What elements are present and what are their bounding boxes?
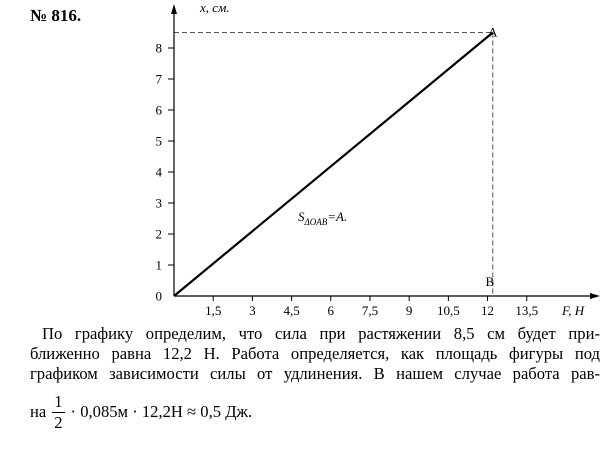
x-tick-label: 1,5 <box>205 303 222 318</box>
axes <box>171 4 600 299</box>
origin-label: 0 <box>155 288 162 304</box>
x-tick-label: 12 <box>481 303 495 318</box>
point-label-b: B <box>485 274 495 289</box>
y-tick-label: 4 <box>155 164 162 180</box>
y-axis-arrow <box>171 4 177 14</box>
label-layer <box>298 25 498 290</box>
series-line <box>174 33 493 297</box>
y-tick-label: 7 <box>155 71 162 87</box>
y-tick-label: 2 <box>155 226 162 242</box>
formula-prefix: на <box>30 402 47 421</box>
text-line-2: ближенно равна 12,2 Н. Работа определяется, как площадь фигуры под <box>30 344 600 363</box>
y-tick-label: 6 <box>155 102 162 118</box>
text-line-3: графиком зависимости силы от удлинения. В нашем случае работа рав- <box>30 364 600 383</box>
x-tick-label: 13,5 <box>515 303 539 318</box>
point-label-a: A <box>488 24 498 40</box>
x-tick-label: 4,5 <box>283 303 300 318</box>
text-line-1: По графику определим, что сила при растяжении 8,5 см будет при- <box>42 324 600 343</box>
x-tick-label: 10,5 <box>436 303 460 318</box>
x-axis-title: F, Н <box>562 303 585 318</box>
y-tick-label: 5 <box>155 133 162 149</box>
fraction-numerator: 1 <box>54 391 63 411</box>
area-annotation: $S_{\Delta OAB}=A$. <box>298 209 348 227</box>
x-tick-label: 7,5 <box>361 303 379 318</box>
fraction <box>52 392 64 433</box>
y-tick-label: 3 <box>155 195 162 211</box>
x-tick-label: 3 <box>249 303 256 318</box>
y-tick-label: 8 <box>155 40 162 56</box>
work-formula <box>30 386 252 438</box>
x-tick-label: 6 <box>327 303 335 318</box>
x-axis-ticks <box>205 296 585 318</box>
x-axis-arrow <box>590 293 600 299</box>
y-tick-label: 1 <box>155 257 162 273</box>
formula-expression: · 0,085м · 12,2Н ≈ 0,5 Дж. <box>70 402 253 421</box>
problem-number: № 816. <box>30 6 82 25</box>
x-tick-label: 9 <box>405 303 413 318</box>
fraction-denominator: 2 <box>54 412 63 432</box>
y-axis-title: x, см. <box>200 0 230 15</box>
series-layer <box>174 33 493 297</box>
